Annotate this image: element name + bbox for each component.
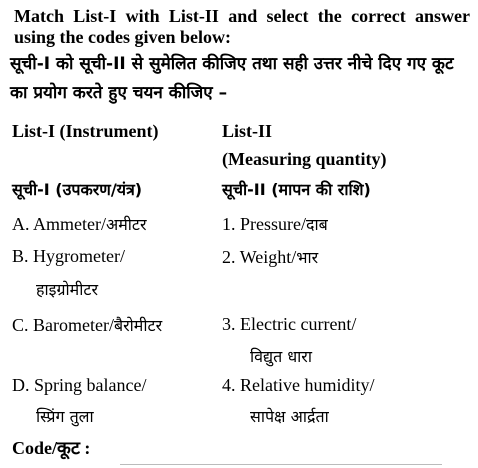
list2-heading-hindi: सूची-II (मापन की राशि) xyxy=(222,180,371,199)
list2-item-4 xyxy=(222,375,374,396)
list1-item-a xyxy=(12,213,147,235)
question-stem xyxy=(8,6,470,108)
list1-item-c xyxy=(12,314,162,336)
question-intro-english: Match List-I with List-II and select the correct answer using the codes given below: xyxy=(14,6,470,47)
list2-item-hindi: भार xyxy=(296,248,319,267)
list1-heading-hindi: सूची-I (उपकरण/यंत्र) xyxy=(12,180,143,199)
list2-item-english: Electric current/ xyxy=(240,314,357,334)
divider xyxy=(120,464,442,465)
list1-item-b xyxy=(12,246,125,267)
list2-item-3-hindi: विद्युत धारा xyxy=(250,347,312,366)
list1-item-label: C. xyxy=(12,315,29,335)
list1-heading: List-I (Instrument) xyxy=(12,121,159,141)
list2-item-3 xyxy=(222,314,356,335)
list1-item-label: B. xyxy=(12,246,29,266)
list1-item-d xyxy=(12,375,146,396)
list2-item-english: Weight/ xyxy=(239,247,297,267)
list1-item-b-hindi: हाइग्रोमीटर xyxy=(36,280,98,299)
list2-item-label: 2. xyxy=(222,247,236,267)
list2-item-2 xyxy=(222,246,318,268)
list2-item-1 xyxy=(222,213,328,235)
list2-item-english: Pressure/ xyxy=(240,214,306,234)
code-label: Code/कूट : xyxy=(12,438,91,458)
list2-item-label: 3. xyxy=(222,314,236,334)
list2-subheading: (Measuring quantity) xyxy=(222,149,387,169)
list2-item-4-hindi: सापेक्ष आर्द्रता xyxy=(250,407,329,426)
list1-item-hindi: अमीटर xyxy=(106,215,147,234)
list1-item-english: Ammeter/ xyxy=(33,214,106,234)
list2-item-hindi: दाब xyxy=(306,215,328,234)
list2-item-label: 4. xyxy=(222,375,236,395)
list1-item-label: A. xyxy=(12,214,30,234)
list1-item-hindi: बैरोमीटर xyxy=(113,316,163,335)
list1-item-label: D. xyxy=(12,375,30,395)
list1-item-english: Hygrometer/ xyxy=(33,246,125,266)
list1-item-english: Spring balance/ xyxy=(34,375,147,395)
list1-item-d-hindi: स्प्रिंग तुला xyxy=(36,407,94,426)
list2-item-label: 1. xyxy=(222,214,236,234)
list2-item-english: Relative humidity/ xyxy=(240,375,375,395)
question-intro-hindi: सूची-I को सूची-II से सुमेलित कीजिए तथा सही उत्तर नीचे दिए गए कूट का प्रयोग करते हुए चयन कीजिए – xyxy=(10,54,454,103)
list1-item-english: Barometer/ xyxy=(33,315,114,335)
list2-heading: List-II xyxy=(222,121,273,141)
